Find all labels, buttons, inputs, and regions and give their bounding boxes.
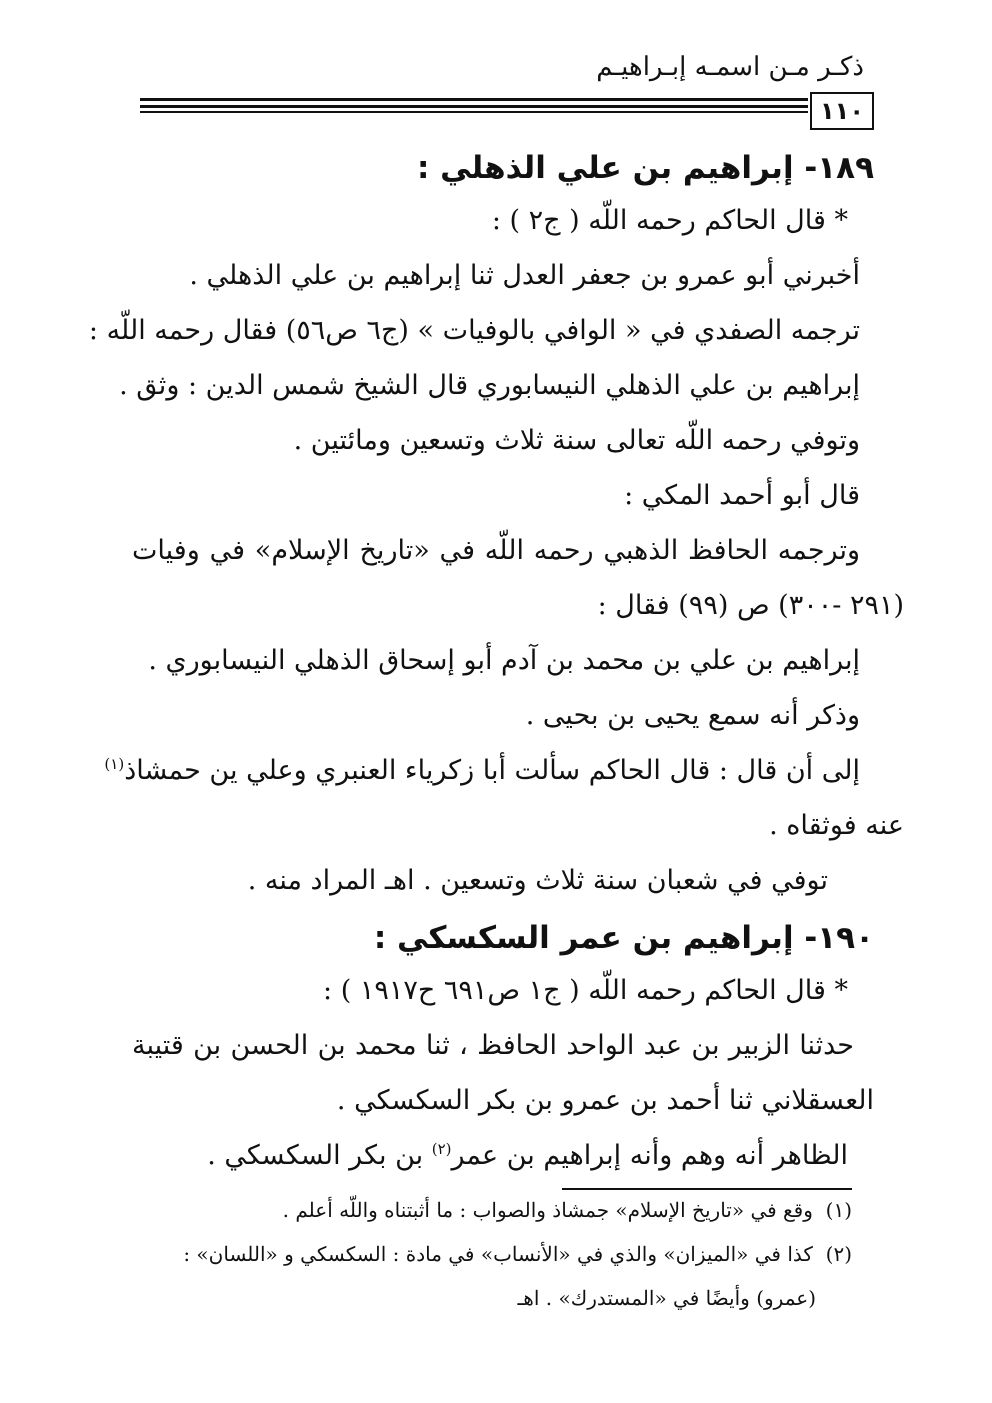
text-line: وتوفي رحمه اللّه تعالى سنة ثلاث وتسعين ومائتين . bbox=[293, 425, 860, 456]
entry-heading: ١٩٠- إبراهيم بن عمر السكسكي : bbox=[373, 920, 874, 956]
page-number: ١١٠ bbox=[810, 92, 874, 130]
footnote-number: (١) bbox=[825, 1198, 852, 1222]
text-line: (٢٩١ -٣٠٠) ص (٩٩) فقال : bbox=[597, 590, 904, 621]
footnote-continuation: (عمرو) وأيضًا في «المستدرك» . اهـ bbox=[517, 1286, 816, 1310]
text-line: * قال الحاكم رحمه اللّه ( ج٢ ) : bbox=[491, 205, 848, 236]
text-line: توفي في شعبان سنة ثلاث وتسعين . اهـ المراد منه . bbox=[247, 865, 828, 896]
running-title: ذكـر مـن اسمـه إبـراهيـم bbox=[596, 52, 864, 82]
footnote-number: (٢) bbox=[825, 1242, 852, 1266]
footnote-separator bbox=[562, 1188, 852, 1190]
footnotes bbox=[132, 1198, 852, 1330]
text-line-content: إلى أن قال : قال الحاكم سألت أبا زكرياء العنبري وعلي ين حمشاذ bbox=[124, 755, 860, 786]
footnote-text: كذا في «الميزان» والذي في «الأنساب» في مادة : السكسكي و «اللسان» : bbox=[183, 1242, 813, 1266]
text-line bbox=[104, 755, 874, 810]
header-rule-line bbox=[140, 98, 808, 101]
main-text bbox=[88, 150, 904, 1195]
text-line: إبراهيم بن علي بن محمد بن آدم أبو إسحاق الذهلي النيسابوري . bbox=[148, 645, 860, 676]
text-line: العسقلاني ثنا أحمد بن عمرو بن بكر السكسكي . bbox=[336, 1085, 874, 1116]
text-line: حدثنا الزبير بن عبد الواحد الحافظ ، ثنا محمد بن الحسن بن قتيبة bbox=[132, 1030, 854, 1061]
header-rule-line bbox=[140, 111, 808, 113]
text-line: وترجمه الحافظ الذهبي رحمه اللّه في «تاريخ الإسلام» في وفيات bbox=[132, 535, 860, 566]
footnote-text: وقع في «تاريخ الإسلام» جمشاذ والصواب : ما أثبتناه واللّه أعلم . bbox=[282, 1198, 813, 1222]
footnote-marker: (٢) bbox=[431, 1140, 452, 1158]
text-line: أخبرني أبو عمرو بن جعفر العدل ثنا إبراهيم بن علي الذهلي . bbox=[189, 260, 860, 291]
footnote bbox=[132, 1198, 852, 1242]
text-line-content: بن بكر السكسكي . bbox=[207, 1140, 424, 1171]
header-rule bbox=[140, 92, 874, 132]
entry-heading: ١٨٩- إبراهيم بن علي الذهلي : bbox=[416, 150, 874, 186]
text-line: قال أبو أحمد المكي : bbox=[624, 480, 860, 511]
text-line: عنه فوثقاه . bbox=[769, 810, 904, 841]
text-line-content: الظاهر أنه وهم وأنه إبراهيم بن عمر bbox=[451, 1140, 848, 1171]
header-rule-line bbox=[140, 105, 808, 108]
footnote-marker: (١) bbox=[104, 755, 125, 773]
footnote bbox=[132, 1242, 852, 1286]
text-line: إبراهيم بن علي الذهلي النيسابوري قال الشيخ شمس الدين : وثق . bbox=[119, 370, 860, 401]
text-line: ترجمه الصفدي في « الوافي بالوفيات » (ج٦ ص٥٦) فقال رحمه اللّه : bbox=[88, 315, 860, 346]
text-line bbox=[132, 1140, 874, 1195]
text-line: * قال الحاكم رحمه اللّه ( ج١ ص٦٩١ ح١٩١٧ ) : bbox=[323, 975, 848, 1006]
text-line: وذكر أنه سمع يحيى بن بحيى . bbox=[525, 700, 860, 731]
